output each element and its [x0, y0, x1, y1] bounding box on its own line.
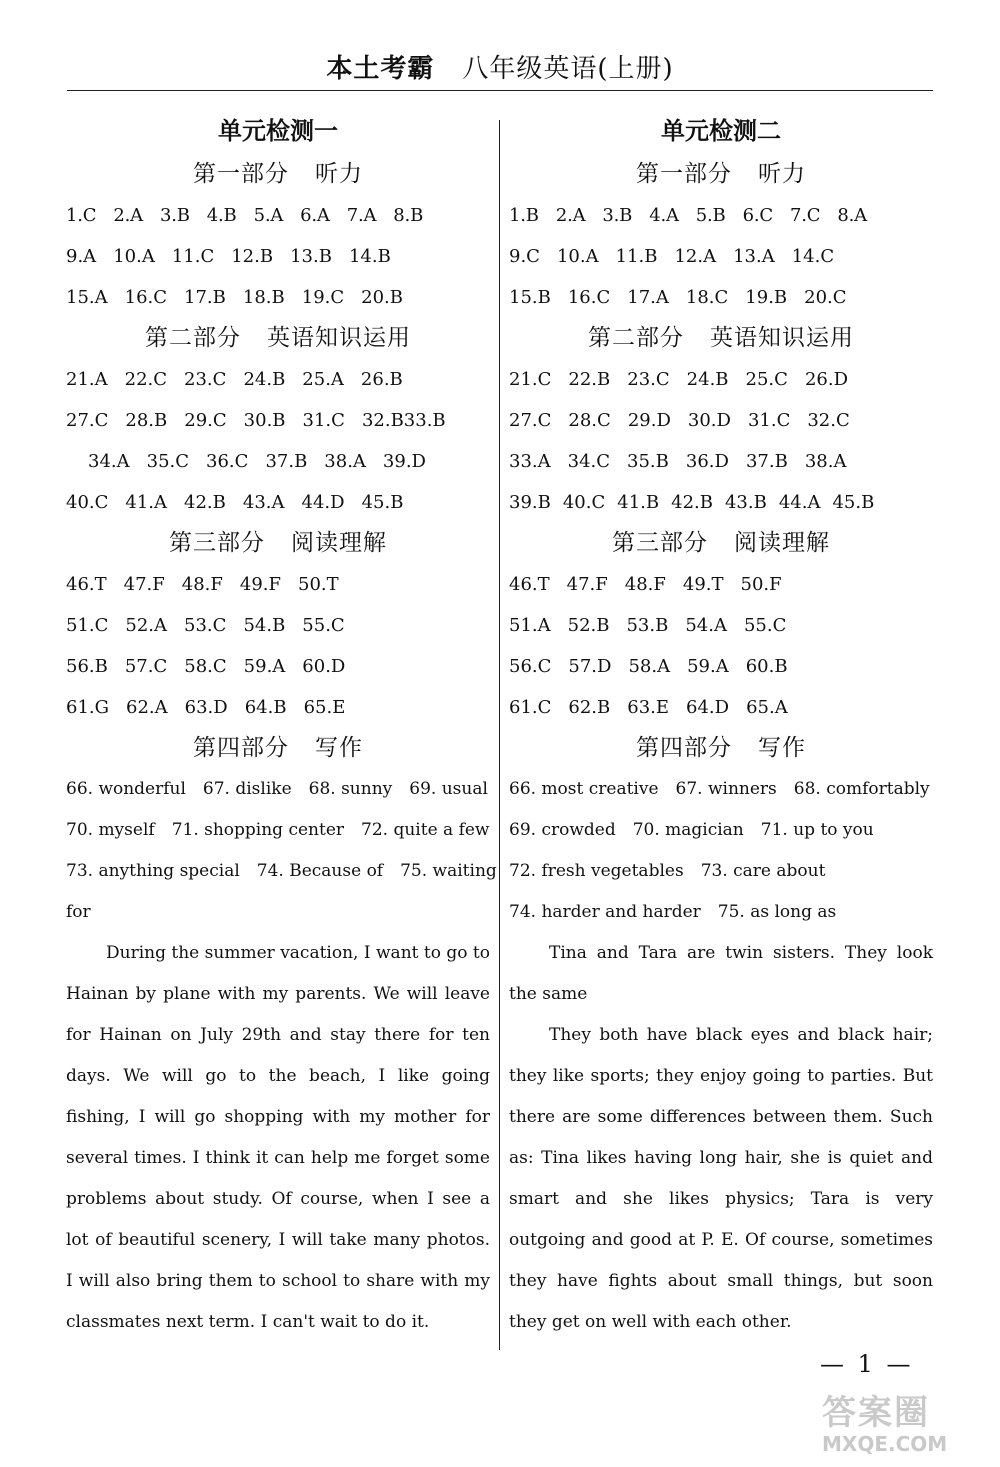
answer-item: 55.C [302, 615, 345, 636]
answer-item: 43.B [724, 492, 767, 513]
answer-item: 53.B [626, 615, 669, 636]
answer-item: 57.D [568, 656, 612, 677]
answer-item: 11.C [171, 246, 215, 267]
answer-item: 49.F [239, 574, 282, 595]
answer-item: 36.D [685, 451, 729, 472]
answer-item: 58.C [184, 656, 227, 677]
answer-item: 50.T [298, 574, 339, 595]
answer-row [509, 851, 933, 892]
answer-item: 54.A [685, 615, 727, 636]
answer-row [509, 277, 933, 318]
answer-row [509, 482, 933, 523]
answer-item: 9.A [66, 246, 97, 267]
answer-item: 38.A [324, 451, 366, 472]
answer-item: 70. magician [632, 820, 744, 840]
answer-item: 59.A [243, 656, 286, 677]
book-brand: 本土考霸 [326, 54, 435, 84]
answer-item: 5.A [253, 205, 284, 226]
answer-item: 9.C [509, 246, 540, 267]
answer-item: 64.D [686, 697, 730, 718]
answer-item: 30.B [243, 410, 286, 431]
section-heading-text: 第二部分 [588, 325, 684, 351]
section-heading-text: 第二部分 [145, 325, 241, 351]
answer-item: 71. shopping center [171, 820, 345, 840]
answer-item: 47.F [123, 574, 165, 595]
answer-row [509, 400, 933, 441]
answer-row [509, 195, 933, 236]
book-subtitle: 八年级英语(上册) [462, 54, 674, 84]
answer-item: 13.A [733, 246, 775, 267]
answer-item: 14.B [348, 246, 391, 267]
answer-item: 13.B [290, 246, 332, 267]
answer-item: 56.C [509, 656, 552, 677]
answer-item: 28.C [568, 410, 611, 431]
answer-item: 52.B [567, 615, 610, 636]
answer-item: 58.A [628, 656, 671, 677]
answer-item: 26.B [360, 369, 403, 390]
answer-item: 25.C [745, 369, 788, 390]
section-heading-text: 第三部分 [169, 530, 265, 556]
answer-item: 18.B [242, 287, 285, 308]
answer-item: 46.T [509, 574, 550, 595]
answer-row [509, 359, 933, 400]
answer-item: 70. myself [66, 820, 155, 840]
answer-item: 21.A [66, 369, 108, 390]
answer-row [66, 851, 497, 892]
answer-item: 11.B [615, 246, 658, 267]
answer-row [509, 236, 933, 277]
answer-item: 40.C [562, 492, 606, 513]
answer-item: 7.A [346, 205, 377, 226]
answer-item: 3.B [602, 205, 633, 226]
section-heading-text: 写作 [315, 735, 363, 761]
answer-item: 52.A [125, 615, 168, 636]
answer-item: 65.A [746, 697, 788, 718]
answer-item: 17.B [184, 287, 226, 308]
answer-item: 57.C [124, 656, 168, 677]
answer-item: 55.C [743, 615, 787, 636]
section-heading-text: 英语知识运用 [267, 325, 411, 351]
answer-item: 41.A [125, 492, 168, 513]
answer-item: 74. harder and harder [509, 902, 701, 922]
answer-item: 15.B [509, 287, 551, 308]
section-heading-text: 阅读理解 [291, 530, 387, 556]
answer-item: 65.E [303, 697, 346, 718]
answer-item: 24.B [243, 369, 286, 390]
answer-item: 44.D [301, 492, 345, 513]
answer-item: 62.B [568, 697, 611, 718]
answer-item: 66. wonderful [66, 779, 186, 799]
answer-item: 8.B [393, 205, 424, 226]
answer-item: 44.A [778, 492, 821, 513]
answer-item: 63.D [184, 697, 228, 718]
section-heading-text: 第一部分 [193, 161, 289, 187]
section-heading-reading [66, 523, 490, 564]
column-divider [499, 120, 500, 1350]
answer-item: 1.C [66, 205, 97, 226]
right-column [509, 108, 933, 1343]
answer-row [66, 687, 490, 728]
answer-row [66, 236, 490, 277]
answer-row [66, 564, 490, 605]
answer-item: 32.B33.B [361, 410, 446, 431]
answer-row [66, 769, 490, 810]
answer-item: 53.C [184, 615, 227, 636]
answer-item: 12.B [231, 246, 274, 267]
answer-item: 72. fresh vegetables [509, 861, 684, 881]
answer-item: 33.A [509, 451, 551, 472]
section-heading-text: 第四部分 [193, 735, 289, 761]
answer-row [66, 605, 490, 646]
answer-item: 71. up to you [760, 820, 874, 840]
answer-item: 61.C [509, 697, 552, 718]
answer-item: 7.C [789, 205, 821, 226]
page-header [0, 48, 1000, 85]
answer-item: 17.A [627, 287, 669, 308]
answer-item: 6.A [300, 205, 330, 226]
section-heading-text: 写作 [758, 735, 806, 761]
answer-item: 69. usual [409, 779, 488, 799]
watermark-url: MXQE.COM [822, 1432, 948, 1456]
answer-item: 68. comfortably [793, 779, 930, 799]
answer-item: 73. care about [700, 861, 826, 881]
answer-item: 23.C [184, 369, 227, 390]
answer-item: for [66, 902, 91, 922]
section-heading-reading [509, 523, 933, 564]
answer-item: 22.C [124, 369, 168, 390]
answer-item: 67. dislike [202, 779, 292, 799]
answer-row [509, 441, 933, 482]
section-heading-text: 第四部分 [636, 735, 732, 761]
section-heading-text: 英语知识运用 [710, 325, 854, 351]
answer-item: 24.B [686, 369, 729, 390]
answer-item: 66. most creative [509, 779, 659, 799]
answer-item: 37.B [745, 451, 788, 472]
answer-row [509, 769, 933, 810]
answer-item: 35.C [146, 451, 190, 472]
answer-item: 3.B [159, 205, 190, 226]
answer-item: 10.A [113, 246, 155, 267]
answer-item: 29.D [627, 410, 671, 431]
answer-item: 67. winners [675, 779, 777, 799]
answer-row [509, 810, 933, 851]
answer-item: 38.A [804, 451, 847, 472]
answer-item: 31.C [747, 410, 791, 431]
section-heading-listening [509, 154, 933, 195]
answer-item: 19.B [745, 287, 788, 308]
writing-sample: During the summer vacation, I want to go to Hainan by plane with my parents. We will leave for Hainan on July 29th and stay there for ten days. We will go to the beach, I like going fishing, I will go shopping with my mother for several times. I think it can help me forget some problems about study. Of course, when I see a lot of beautiful scenery, I will take many photos. I will also bring them to school to share with my classmates next term. I can't wait to do it. [66, 943, 490, 1332]
answer-item: 36.C [206, 451, 249, 472]
answer-item: 8.A [837, 205, 867, 226]
watermark-logo [822, 1395, 992, 1455]
answer-item: 26.D [804, 369, 848, 390]
answer-row [509, 687, 933, 728]
answer-item: 19.C [301, 287, 345, 308]
answer-item: 1.B [509, 205, 539, 226]
answer-item: 35.B [627, 451, 669, 472]
answer-item: 62.A [126, 697, 168, 718]
answer-row [66, 646, 490, 687]
answer-item: 37.B [265, 451, 308, 472]
answer-item: 51.A [509, 615, 551, 636]
answer-item: 2.A [113, 205, 143, 226]
answer-item: 42.B [184, 492, 226, 513]
answer-item: 51.C [66, 615, 109, 636]
answer-item: 6.C [742, 205, 773, 226]
answer-item: 60.D [302, 656, 346, 677]
answer-item: 30.D [687, 410, 731, 431]
answer-item: 75. waiting [400, 861, 497, 881]
answer-item: 16.C [124, 287, 168, 308]
answer-row [66, 810, 490, 851]
answer-item: 27.C [66, 410, 109, 431]
answer-item: 64.B [244, 697, 287, 718]
answer-item: 60.B [745, 656, 788, 677]
answer-item: 18.C [685, 287, 729, 308]
answer-row [66, 359, 490, 400]
section-heading-text: 第三部分 [612, 530, 708, 556]
answer-item: 34.A [88, 451, 130, 472]
answer-row [509, 892, 933, 933]
answer-item: 74. Because of [256, 861, 384, 881]
section-heading-language-use [66, 318, 490, 359]
answer-item: 48.F [624, 574, 666, 595]
answer-row [509, 605, 933, 646]
answer-item: 31.C [302, 410, 345, 431]
answer-item: 45.B [361, 492, 404, 513]
answer-item: 39.B [509, 492, 551, 513]
page-number: — 1 — [820, 1350, 914, 1378]
watermark-text: 答案圈 [822, 1393, 930, 1433]
left-column [66, 108, 497, 1343]
section-heading-language-use [509, 318, 933, 359]
answer-item: 40.C [66, 492, 109, 513]
answer-item: 23.C [627, 369, 670, 390]
answer-row [509, 646, 933, 687]
answer-item: 56.B [66, 656, 108, 677]
answer-row [66, 277, 490, 318]
section-heading-listening [66, 154, 490, 195]
section-heading-text: 第一部分 [636, 161, 732, 187]
answer-item: 15.A [66, 287, 108, 308]
answer-item: 5.B [695, 205, 726, 226]
answer-row [66, 195, 490, 236]
answer-row [66, 482, 490, 523]
answer-item: 72. quite a few [361, 820, 490, 840]
answer-item: 49.T [682, 574, 724, 595]
writing-sample: They both have black eyes and black hair; they like sports; they enjoy going to parties. But there are some differences between them. Such as: Tina likes having long hair, she is quiet and smart and she likes physics; Tara is very outgoing and good at P. E. Of course, sometimes they have fights about small things, but soon they get on well with each other. [509, 1025, 933, 1332]
section-heading-text: 听力 [315, 161, 363, 187]
answer-item: 32.C [807, 410, 850, 431]
answer-item: 12.A [674, 246, 717, 267]
answer-item: 47.F [566, 574, 608, 595]
answer-item: 61.G [66, 697, 110, 718]
unit-test-title: 单元检测二 [661, 117, 781, 145]
answer-item: 43.A [242, 492, 285, 513]
answer-item: 27.C [509, 410, 552, 431]
answer-item: 29.C [184, 410, 227, 431]
section-heading-writing [509, 728, 933, 769]
answer-item: 41.B [617, 492, 660, 513]
answer-item: 54.B [243, 615, 286, 636]
answer-item: 28.B [125, 410, 168, 431]
answer-item: 39.D [382, 451, 426, 472]
answer-item: 10.A [556, 246, 599, 267]
answer-item: 63.E [627, 697, 670, 718]
answer-row [509, 564, 933, 605]
answer-item: 25.A [302, 369, 344, 390]
answer-item: 16.C [567, 287, 611, 308]
header-rule [67, 90, 933, 91]
answer-item: 50.F [740, 574, 782, 595]
unit-test-title: 单元检测一 [218, 117, 338, 145]
section-heading-writing [66, 728, 490, 769]
answer-item: 48.F [181, 574, 223, 595]
answer-row [66, 441, 490, 482]
answer-item: 45.B [832, 492, 875, 513]
answer-item: 34.C [567, 451, 611, 472]
answer-item: 2.A [555, 205, 586, 226]
answer-item: 42.B [671, 492, 713, 513]
answer-item: 73. anything special [66, 861, 240, 881]
answer-item: 14.C [791, 246, 835, 267]
answer-item: 20.B [361, 287, 404, 308]
answer-row [66, 892, 490, 933]
answer-item: 59.A [687, 656, 729, 677]
answer-item: 4.B [206, 205, 237, 226]
writing-sample-intro: Tina and Tara are twin sisters. They look the same [509, 943, 933, 1004]
answer-item: 4.A [649, 205, 679, 226]
answer-item: 20.C [804, 287, 847, 308]
answer-item: 46.T [66, 574, 107, 595]
answer-row [66, 400, 490, 441]
answer-item: 22.B [568, 369, 611, 390]
answer-item: 75. as long as [717, 902, 837, 922]
section-heading-text: 阅读理解 [734, 530, 830, 556]
answer-item: 68. sunny [308, 779, 393, 799]
section-heading-text: 听力 [758, 161, 806, 187]
answer-item: 69. crowded [509, 820, 616, 840]
answer-item: 21.C [509, 369, 552, 390]
